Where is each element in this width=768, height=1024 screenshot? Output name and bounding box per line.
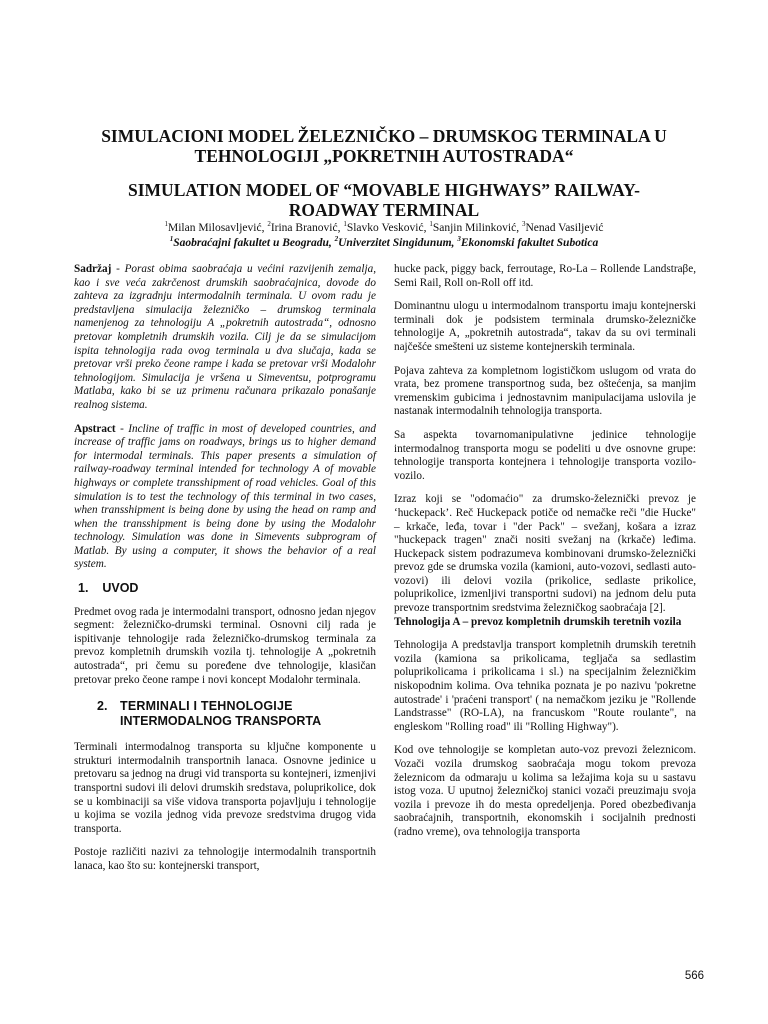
body-paragraph: Kod ove tehnologije se kompletan auto-voz prevozi železnicom. Vozači vozila drumskog saobraćaja mogu tokom prevoza železnicom da odmaraju u kolima sa ležajima koja su u sastavu istog voza. U uputnoj železničkoj stanici vozači preuzimaju svoja vozila i prevoze ih do mesta opredeljenja. Pored obezbeđivanja saobraćajnih, transportnih, ekonomskih i socijalnih prednosti (radno vreme), ova tehnologija transporta xyxy=(394,744,696,838)
body-paragraph: hucke pack, piggy back, ferroutage, Ro-La – Rollende Landstraβe, Semi Rail, Roll on-Roll off itd. xyxy=(394,263,696,289)
section-1-paragraph: Predmet ovog rada je intermodalni transport, odnosno jedan njegov segment: železničko-drumski terminal. Osnovni cilj rada je ispitivanje tehnologije rada železničko-drumskog terminala za prevoz kompletnih drumskih vozila tj. tehnologije A „pokretnih autostrada“, pri čemu su poređene dve tehnologije, klasičan pretovar preko čeone rampe i novi koncept Modalohr terminala. xyxy=(74,605,376,686)
body-paragraph: Dominantnu ulogu u intermodalnom transportu imaju kontejnerski terminali dok je podsistem terminala drumsko-železničke tehnologije A, „pokretnih autostrada“, takav da su ovi terminali najčešće smešteni uz sisteme kontejnerskih terminala. xyxy=(394,300,696,353)
author: $^2$Irina Branović, xyxy=(267,220,344,234)
affiliation: $^1$Saobraćajni fakultet u Beogradu, xyxy=(169,235,335,249)
author: $^1$Slavko Vesković, xyxy=(343,220,430,234)
title-serbian xyxy=(40,126,728,166)
abstract-serbian-text: - Porast obima saobraćaja u većini razvijenih zemalja, kao i sve veća zakrčenost drumskih saobraćajnica, dovode do zahteva za izgradnju intermodalnih terminala. U ovom radu je predstavljena simulacija železničko – drumskog terminala namenjenog za tehnologiju A „pokretnih autostrada“, odnosno pretovar kompletnih drumskih vozila. Cilj je da se simulacijom ispita tehnologija rada ovog terminala u dva slučaja, kada se pretovar vrši preko čeone rampe i kada se pretovar vrši Modalohr tehnologijom. Simulacija je vršena u Simeventsu, potprogramu Matlaba, kako bi se uz primenu računara prikazalo ponašanje realnog sistema. xyxy=(74,263,376,411)
affiliation: $^3$Ekonomski fakultet Subotica xyxy=(457,235,599,249)
author: $^1$Milan Milosavljević, xyxy=(164,220,268,234)
body-paragraph: Pojava zahteva za kompletnom logističkom uslugom od vrata do vrata, bez promene transportnog suda, bez oštećenja, sa manjim vremenskim gubicima i jednostavnim manipulacijama uslovila je nastanak intermodalnih tehnologija transporta. xyxy=(394,364,696,418)
section-heading-1: 1. UVOD xyxy=(78,581,139,596)
title-serbian-line-2: TEHNOLOGIJI „POKRETNIH AUTOSTRADA“ xyxy=(194,146,574,166)
abstract-serbian-label: Sadržaj xyxy=(74,263,112,275)
title-serbian-line-1: SIMULACIONI MODEL ŽELEZNIČKO – DRUMSKOG TERMINALA U xyxy=(101,126,667,146)
author-list xyxy=(40,221,728,235)
abstract-serbian xyxy=(74,263,376,413)
section-2-paragraph: Postoje različiti nazivi za tehnologije intermodalnih transportnih lanaca, kao što su: kontejnerski transport, xyxy=(74,846,376,872)
body-paragraph: Tehnologija A predstavlja transport kompletnih drumskih teretnih vozila (kamiona sa prikolicama, tegljača sa sedlastim poluprikolicama i prikolicama i sl.) na specijalnim železničkim niskopodnim kolima. Ova tehnika poznata je po nazivu 'pokretne autostrade' i 'praćeni transport' ( na nemačkom jeziku je "Rollende Landstrasse" (RO-LA), na francuskom "Route roulante", na engleskom "Rolling road" ili "Rolling Highway"). xyxy=(394,639,696,733)
title-english xyxy=(40,180,728,220)
affiliation-list xyxy=(40,236,728,250)
page-number: 566 xyxy=(684,970,704,982)
section-2-paragraph: Terminali intermodalnog transporta su ključne komponente u strukturi intermodalnih transportnih lanaca. Osnovne jedinice u pretovaru sa jednog na drugi vid transporta su kontejneri, izmenjivi transportni sudovi ili delovi drumskih sredstava, poluprikolice, dok se u kombinaciji sa više vidova transporta pojavljuju i tehnologije u kojima se vozila jednog vida prevoze sredstvima drugog vida transporta. xyxy=(74,741,376,835)
author: $^1$Sanjin Milinković, xyxy=(429,220,522,234)
affiliation: $^2$Univerzitet Singidunum, xyxy=(334,235,458,249)
title-english-line-1: SIMULATION MODEL OF “MOVABLE HIGHWAYS” RAILWAY- xyxy=(128,180,640,200)
body-paragraph: Izraz koji se "odomaćio" za drumsko-železnički prevoz je ‘huckepack’. Reč Huckepack potiče od nemačke reči "die Hucke" – krkače, leđa, tovar i "der Pack" – svežanj, košara a izraz "huckepack tragen" znači nositi svežanj na (krkače) leđima. Huckepack sistem podrazumeva kombinovani drumsko-železnički prevoz gde se drumska vozila (kamioni, auto-vozovi, sedlasti auto-vozovi) ili delovi vozila (prikolice, sedlaste prikolice, poluprikolice, izmenljivi transportni sudovi) na jednom delu puta prevoze transportnim sredstvima železničkog saobraćaja [2]. xyxy=(394,493,696,615)
right-column xyxy=(394,263,696,840)
abstract-english-label: Apstract xyxy=(74,422,116,435)
title-english-line-2: ROADWAY TERMINAL xyxy=(288,200,480,220)
subsection-heading: Tehnologija A – prevoz kompletnih drumskih teretnih vozila xyxy=(394,615,682,628)
body-paragraph: Sa aspekta tovarnomanipulativne jedinice tehnologije intermodalnog transporta mogu se podeliti u dve osnovne grupe: tehnologije transporta kontejnera i tehnologije transporta vozilo-vozilo. xyxy=(394,428,696,482)
left-column xyxy=(74,263,376,874)
abstract-english-text: - Incline of traffic in most of developed countries, and increase of traffic jams on roadways, brings us to higher demand for intermodal terminals. This paper presents a simulation of railway-roadway terminal intended for technology A of movable highways or complete transshipment of road vehicles. Goal of this simulation is to test the technology of this terminal in two cases, when transshipment is being done by using the head on ramp and when the transshipment is being done by using the Modalohr technology. Simulation was done in Simevents subprogram of Matlab. By using a computer, it shows the behavior of a real system. xyxy=(74,422,376,571)
section-heading-2: 2. TERMINALI I TEHNOLOGIJE INTERMODALNOG TRANSPORTA xyxy=(97,699,322,729)
abstract-english xyxy=(74,423,376,573)
author: $^3$Nenad Vasiljević xyxy=(521,220,604,234)
